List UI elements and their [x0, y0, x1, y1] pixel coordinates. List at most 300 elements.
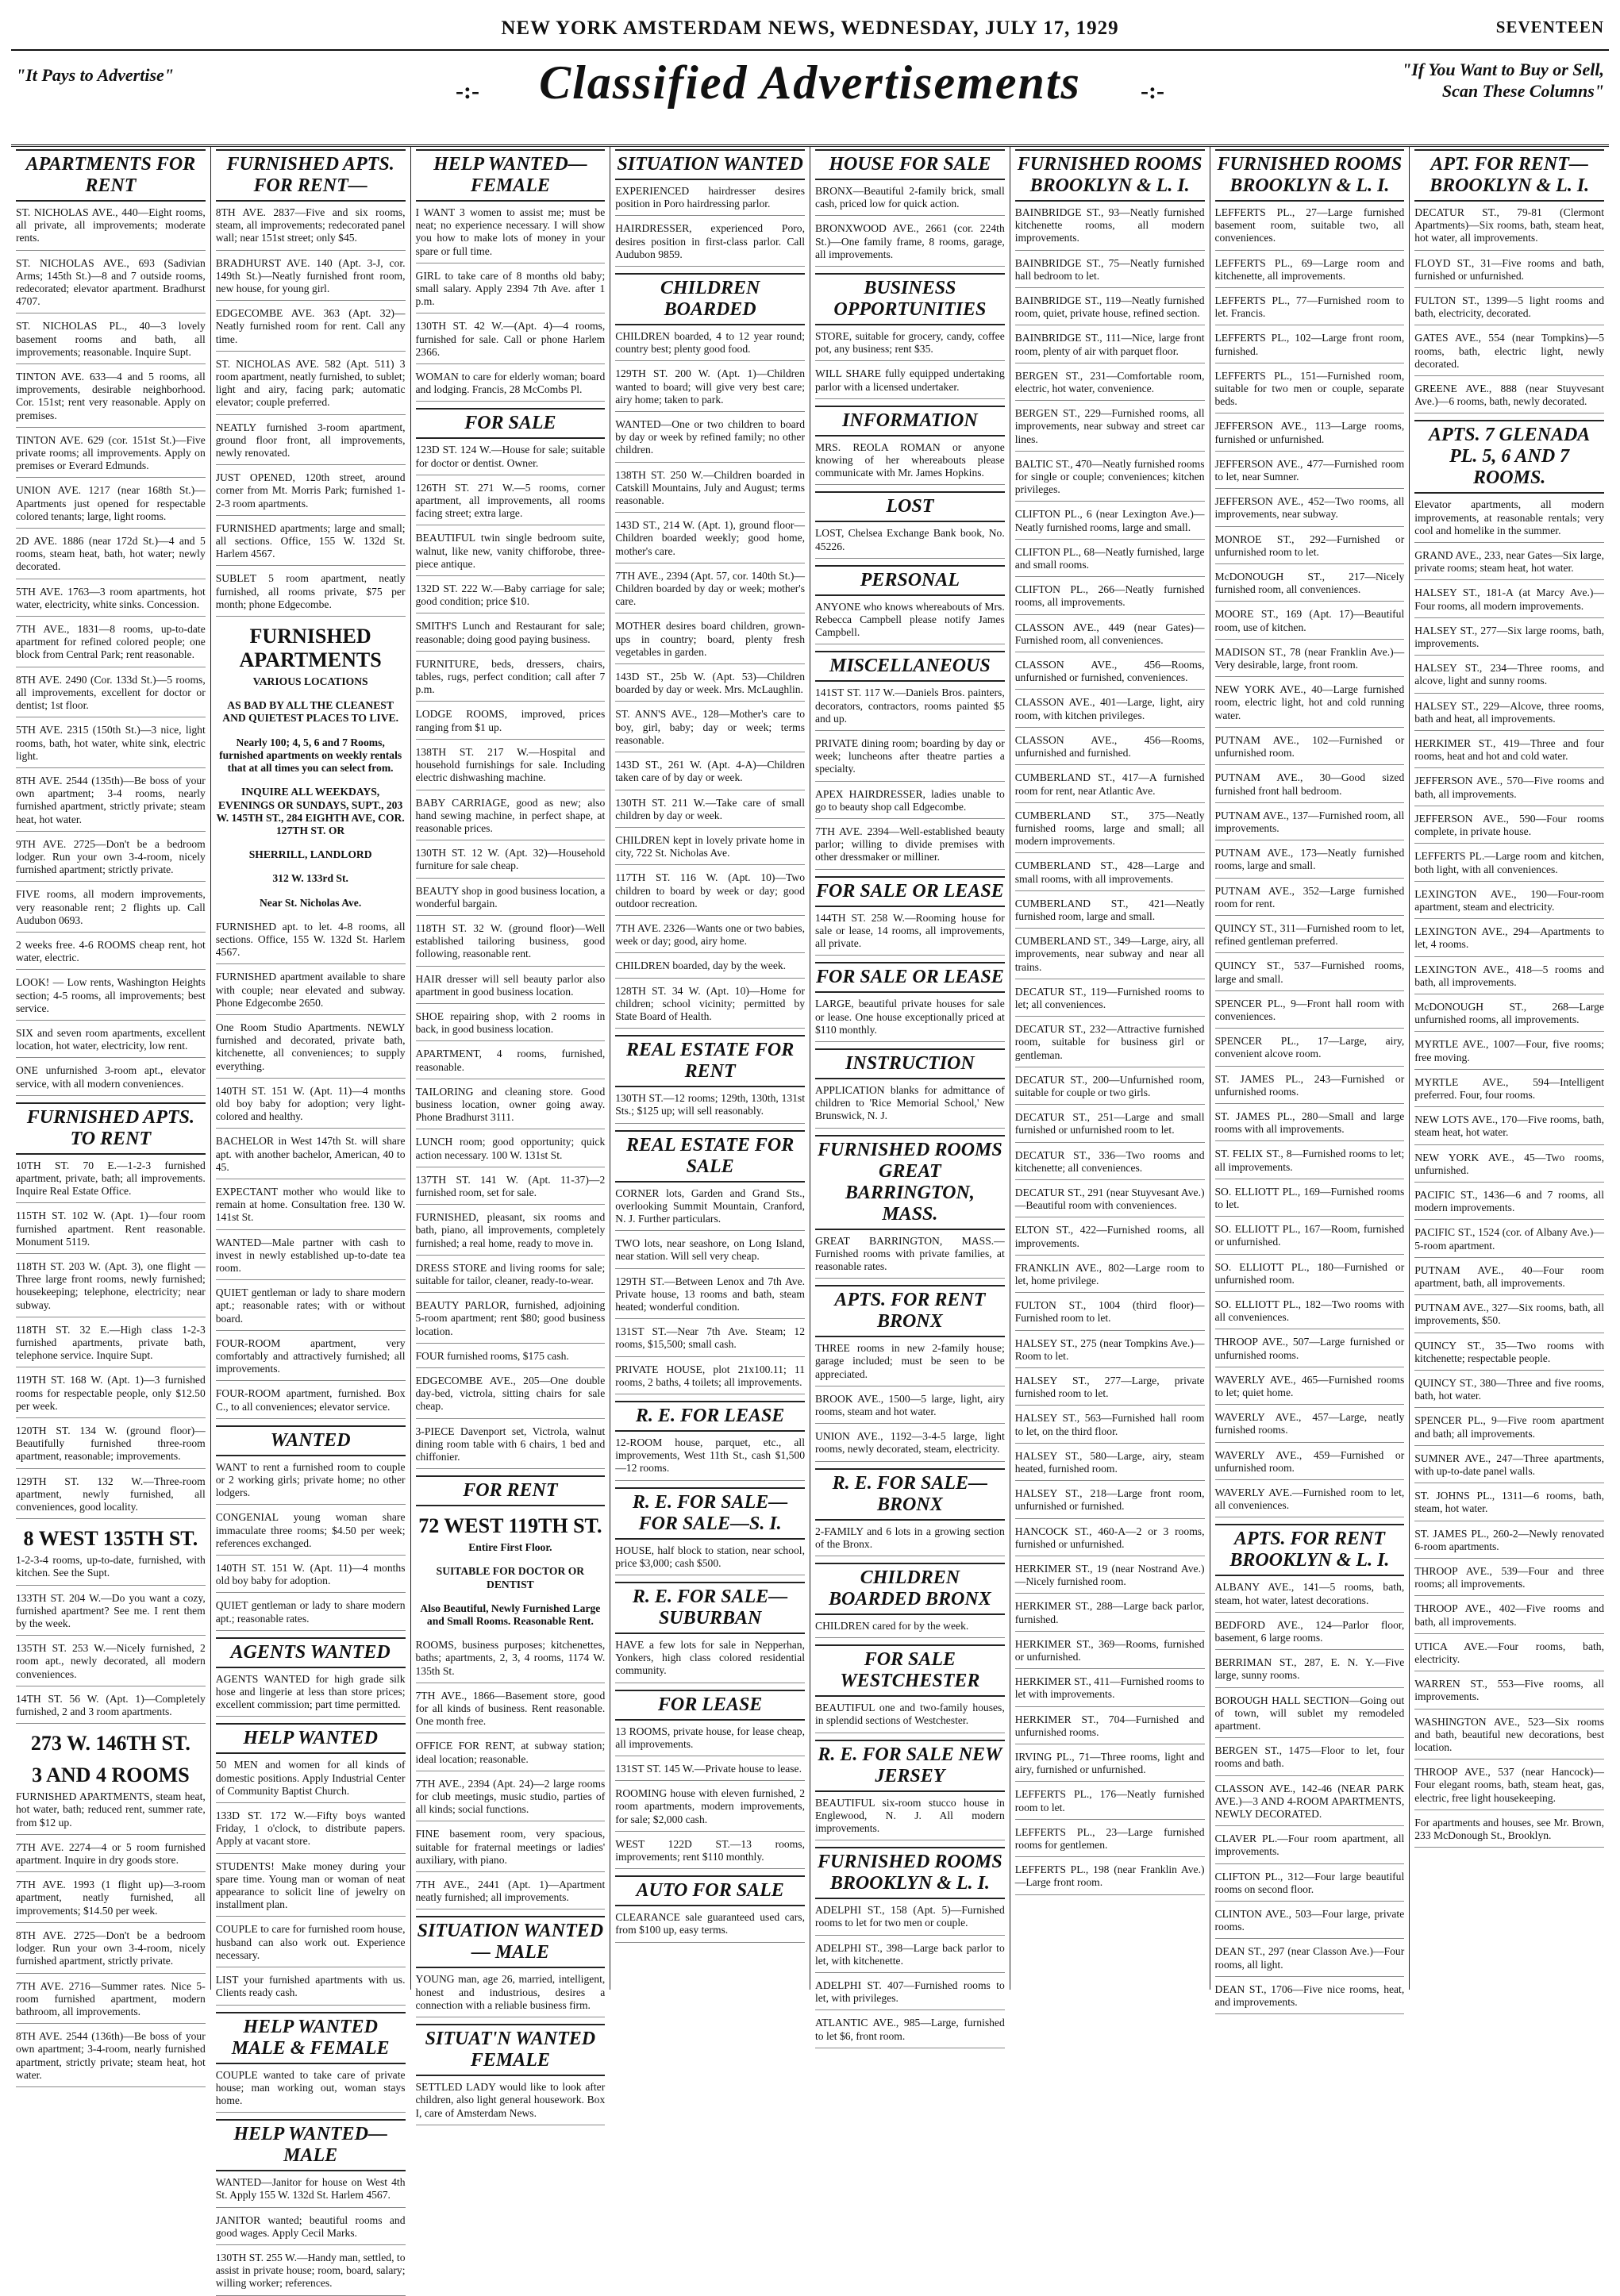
- classified-ad: PRIVATE HOUSE, plot 21x100.11; 11 rooms, 2 baths, 4 toilets; all improvements.: [615, 1363, 805, 1394]
- classified-ad: JEFFERSON AVE., 570—Five rooms and bath, all improvements.: [1414, 775, 1604, 806]
- classified-ad: WAVERLY AVE., 459—Furnished or unfurnished room.: [1215, 1449, 1405, 1480]
- classified-ad: SO. ELLIOTT PL., 169—Furnished rooms to let.: [1215, 1186, 1405, 1217]
- classified-ad: LOOK! — Low rents, Washington Heights section; 4-5 rooms, all improvements; best service.: [16, 976, 206, 1021]
- section-heading: R. E. FOR SALE NEW JERSEY: [815, 1740, 1005, 1792]
- classified-ad: BERGEN ST., 229—Furnished rooms, all improvements, near subway and street car lines.: [1015, 407, 1205, 452]
- classified-ad: YOUNG man, age 26, married, intelligent, honest and industrious, desires a connection with a reliable business firm.: [416, 1973, 606, 2017]
- classified-ad: DECATUR ST., 336—Two rooms and kitchenette; all conveniences.: [1015, 1149, 1205, 1180]
- classified-ad: CHILDREN boarded, 4 to 12 year round; country best; plenty good food.: [615, 330, 805, 361]
- classified-ad: CUMBERLAND ST., 417—A furnished room for rent, near Atlantic Ave.: [1015, 771, 1205, 802]
- classified-ad: DECATUR ST., 251—Large and small furnished or unfurnished room to let.: [1015, 1111, 1205, 1142]
- classified-ad: SHOE repairing shop, with 2 rooms in back, in good business location.: [416, 1010, 606, 1041]
- section-heading: FOR LEASE: [615, 1690, 805, 1721]
- featured-heading: 72 WEST 119TH ST.: [418, 1514, 602, 1538]
- featured-line: SHERRILL, LANDLORD: [248, 848, 372, 861]
- classified-ad: HERKIMER ST., 19 (near Nostrand Ave.)—Nicely furnished room.: [1015, 1563, 1205, 1594]
- classified-ad: SO. ELLIOTT PL., 167—Room, furnished or unfurnished.: [1215, 1223, 1405, 1254]
- classified-ad: CLIFTON PL., 6 (near Lexington Ave.)—Neatly furnished rooms, large and small.: [1015, 508, 1205, 539]
- classified-ad: HAVE a few lots for sale in Nepperhan, Yonkers, high class colored residential community.: [615, 1639, 805, 1683]
- classified-ad: WANTED—Male partner with cash to invest in newly established up-to-date tea room.: [216, 1236, 406, 1281]
- classified-ad: TINTON AVE. 629 (cor. 151st St.)—Five private rooms; all improvements. Apply on premises or Everard Edmunds.: [16, 434, 206, 479]
- classified-ad: THROOP AVE., 507—Large furnished or unfurnished rooms.: [1215, 1336, 1405, 1367]
- classified-banner: [11, 51, 1609, 147]
- classified-ad: 130TH ST. 255 W.—Handy man, settled, to assist in private house; room, board, salary; willing worker; references.: [216, 2252, 406, 2296]
- classified-ad: 118TH ST. 32 W. (ground floor)—Well established tailoring business, good following, reasonable rent.: [416, 922, 606, 967]
- classified-ad: SIX and seven room apartments, excellent location, hot water, electricity, low rent.: [16, 1027, 206, 1058]
- classified-ad: CHILDREN kept in lovely private home in city, 722 St. Nicholas Ave.: [615, 834, 805, 865]
- classified-ad: JEFFERSON AVE., 452—Two rooms, all improvements, near subway.: [1215, 495, 1405, 526]
- page-number: SEVENTEEN: [1495, 17, 1604, 37]
- classified-ad: FRANKLIN AVE., 802—Large room to let, home privilege.: [1015, 1262, 1205, 1293]
- classified-ad: BRONXWOOD AVE., 2661 (cor. 224th St.)—One family frame, 8 rooms, garage, all improvements.: [815, 222, 1005, 267]
- classified-ad: 129TH ST.—Between Lenox and 7th Ave. Private house, 13 rooms and bath, steam heated; wonderful condition.: [615, 1275, 805, 1320]
- classified-ad: JEFFERSON AVE., 590—Four rooms complete, in private house.: [1414, 813, 1604, 844]
- classified-ad: BERRIMAN ST., 287, E. N. Y.—Five large, sunny rooms.: [1215, 1656, 1405, 1687]
- column-6: [1010, 146, 1210, 1990]
- classified-ad: 128TH ST. 34 W. (Apt. 10)—Home for children; school vicinity; permitted by State Board of Health.: [615, 985, 805, 1029]
- classified-ad: LUNCH room; good opportunity; quick action necessary. 100 W. 131st St.: [416, 1136, 606, 1167]
- classified-ad: I WANT 3 women to assist me; must be neat; no experience necessary. I will show you how to make lots of money in your spare or full time.: [416, 206, 606, 263]
- classified-ad: FURNISHED APARTMENTS, steam heat, hot water, bath; reduced rent, summer rate, from $12 up.: [16, 1790, 206, 1835]
- classified-ad: DECATUR ST., 200—Unfurnished room, suitable for couple or two girls.: [1015, 1074, 1205, 1105]
- classified-ad: 119TH ST. 168 W. (Apt. 1)—3 furnished rooms for respectable people, only $12.50 per week.: [16, 1374, 206, 1418]
- classified-ad: PUTNAM AVE., 30—Good sized furnished front hall bedroom.: [1215, 771, 1405, 802]
- classified-ad: 131ST ST. 145 W.—Private house to lease.: [615, 1763, 805, 1781]
- column-8: [1410, 146, 1609, 1990]
- classified-ad: CUMBERLAND ST., 428—Large and small rooms, with all improvements.: [1015, 860, 1205, 890]
- classified-ad: STORE, suitable for grocery, candy, coffee pot, any business; rent $35.: [815, 330, 1005, 361]
- classified-ad: JEFFERSON AVE., 477—Furnished room to let, near Sumner.: [1215, 458, 1405, 489]
- classified-ad: HALSEY ST., 277—Six large rooms, bath, improvements.: [1414, 625, 1604, 656]
- classified-ad: STUDENTS! Make money during your spare time. Young man or woman of neat appearance to solicit line of jewelry on installment plan.: [216, 1860, 406, 1917]
- classified-ad: HALSEY ST., 234—Three rooms, and alcove, light and sunny rooms.: [1414, 662, 1604, 693]
- classified-ad: 135TH ST. 253 W.—Nicely furnished, 2 room apt., newly decorated, all modern conveniences.: [16, 1642, 206, 1686]
- classified-ad: 118TH ST. 203 W. (Apt. 3), one flight —Three large front rooms, newly furnished; housekeeping; telephone, electricity; near subway.: [16, 1260, 206, 1317]
- classified-ad: BAINBRIDGE ST., 111—Nice, large front room, plenty of air with parquet floor.: [1015, 332, 1205, 363]
- classified-ad: DECATUR ST., 291 (near Stuyvesant Ave.)—Beautiful room with conveniences.: [1015, 1186, 1205, 1217]
- classified-ad: ADELPHI ST. 407—Furnished rooms to let, with privileges.: [815, 1979, 1005, 2010]
- classified-ad: BEAUTIFUL six-room stucco house in Englewood, N. J. All modern improvements.: [815, 1797, 1005, 1841]
- classified-ad: CLASSON AVE., 401—Large, light, airy room, with kitchen privileges.: [1015, 696, 1205, 727]
- classified-ad: 2D AVE. 1886 (near 172d St.)—4 and 5 rooms, steam heat, bath, hot water; newly decorated.: [16, 535, 206, 579]
- featured-line: Near St. Nicholas Ave.: [259, 896, 362, 909]
- classified-ad: HERKIMER ST., 411—Furnished rooms to let with improvements.: [1015, 1675, 1205, 1706]
- classified-ad: HANCOCK ST., 460-A—2 or 3 rooms, furnished or unfurnished.: [1015, 1525, 1205, 1556]
- classified-ad: ST. JAMES PL., 260-2—Newly renovated 6-room apartments.: [1414, 1528, 1604, 1559]
- classified-ad: LOST, Chelsea Exchange Bank book, No. 45226.: [815, 527, 1005, 558]
- classified-ad: 130TH ST. 42 W.—(Apt. 4)—4 rooms, furnished for sale. Call or phone Harlem 2366.: [416, 320, 606, 364]
- section-heading: R. E. FOR SALE— BRONX: [815, 1468, 1005, 1521]
- classified-ad: WEST 122D ST.—13 rooms, improvements; rent $110 monthly.: [615, 1838, 805, 1869]
- section-heading: AUTO FOR SALE: [615, 1875, 805, 1906]
- classified-ad: HERKIMER ST., 288—Large back parlor, furnished.: [1015, 1600, 1205, 1631]
- classified-ad: COUPLE to care for furnished room house, husband can also work out. Experience necessary.: [216, 1923, 406, 1967]
- classified-ad: McDONOUGH ST., 217—Nicely furnished room, all conveniences.: [1215, 571, 1405, 602]
- classified-ad: 8TH AVE. 2544 (135th)—Be boss of your own apartment; 3-4 rooms, nearly furnished apartment, strictly private; steam heat, hot water.: [16, 775, 206, 832]
- classified-ad: FINE basement room, very spacious, suitable for fraternal meetings or ladies' auxiliary, with piano.: [416, 1828, 606, 1872]
- section-heading: APTS. 7 GLENADA PL. 5, 6 AND 7 ROOMS.: [1414, 420, 1604, 494]
- featured-heading: 8 WEST 135TH ST.: [23, 1527, 198, 1551]
- classified-ad: McDONOUGH ST., 268—Large unfurnished rooms, all improvements.: [1414, 1001, 1604, 1032]
- classified-ad: NEW YORK AVE., 40—Large furnished room, electric light, hot and cold running water.: [1215, 683, 1405, 728]
- classified-ad: JUST OPENED, 120th street, around corner from Mt. Morris Park; furnished 1-2-3 room apartments.: [216, 471, 406, 516]
- section-heading: CHILDREN BOARDED: [615, 273, 805, 325]
- classified-ad: For apartments and houses, see Mr. Brown, 233 McDonough St., Brooklyn.: [1414, 1817, 1604, 1848]
- classified-ad: ROOMING house with eleven furnished, 2 room apartments, modern improvements, for sale; $2,000 cash.: [615, 1787, 805, 1832]
- featured-subheading: 3 AND 4 ROOMS: [32, 1763, 190, 1787]
- section-heading: FURNISHED APTS. TO RENT: [16, 1102, 206, 1155]
- featured-line: VARIOUS LOCATIONS: [252, 675, 368, 688]
- section-heading: HOUSE FOR SALE: [815, 149, 1005, 180]
- classified-ad: CLIFTON PL., 68—Neatly furnished, large and small rooms.: [1015, 546, 1205, 577]
- classified-ad: 7TH AVE., 2394 (Apt. 57, cor. 140th St.)—Children boarded by day or week; mother's care.: [615, 570, 805, 614]
- classified-ad: AGENTS WANTED for high grade silk hose and lingerie at less than store prices; excellent commission; part time permitted.: [216, 1673, 406, 1717]
- classified-ad: 130TH ST. 211 W.—Take care of small children by day or week.: [615, 797, 805, 828]
- section-heading: APT. FOR RENT— BROOKLYN & L. I.: [1414, 149, 1604, 202]
- classified-ad: WAVERLY AVE., 457—Large, neatly furnished rooms.: [1215, 1411, 1405, 1442]
- classified-ad: HERKIMER ST., 419—Three and four rooms, heat and hot and cold water.: [1414, 737, 1604, 768]
- classified-ad: 120TH ST. 134 W. (ground floor)—Beautifully furnished three-room apartment, reasonable; improvements.: [16, 1425, 206, 1469]
- classified-ad: ADELPHI ST., 398—Large back parlor to let, with kitchenette.: [815, 1942, 1005, 1973]
- section-heading: FURNISHED APTS. FOR RENT—: [216, 149, 406, 202]
- classified-ad: SO. ELLIOTT PL., 182—Two rooms with all conveniences.: [1215, 1298, 1405, 1329]
- section-heading: FOR SALE: [416, 408, 606, 439]
- classified-ad: BAINBRIDGE ST., 93—Neatly furnished kitchenette rooms, all modern improvements.: [1015, 206, 1205, 251]
- classified-ad: BABY CARRIAGE, good as new; also hand sewing machine, in perfect shape, at reasonable prices.: [416, 797, 606, 841]
- classified-ad: PUTNAM AVE., 352—Large furnished room for rent.: [1215, 885, 1405, 916]
- classified-ad: ALBANY AVE., 141—5 rooms, bath, steam, hot water, latest decorations.: [1215, 1581, 1405, 1612]
- classified-ad: DEAN ST., 1706—Five nice rooms, heat, and improvements.: [1215, 1983, 1405, 2014]
- classified-ad: CHILDREN cared for by the week.: [815, 1620, 1005, 1638]
- classified-ad: LEFFERTS PL., 176—Neatly furnished room to let.: [1015, 1788, 1205, 1819]
- classified-ad: MYRTLE AVE., 1007—Four, five rooms; free moving.: [1414, 1038, 1604, 1069]
- classified-ad: GREENE AVE., 888 (near Stuyvesant Ave.)—6 rooms, bath, newly decorated.: [1414, 383, 1604, 413]
- classified-ad: CUMBERLAND ST., 421—Neatly furnished room, large and small.: [1015, 898, 1205, 929]
- classified-ad: WOMAN to care for elderly woman; board and lodging. Francis, 28 McCombs Pl.: [416, 371, 606, 402]
- featured-heading: FURNISHED APARTMENTS: [239, 625, 382, 672]
- classified-ad: ATLANTIC AVE., 985—Large, furnished to let $6, front room.: [815, 2017, 1005, 2048]
- classified-ad: ST. ANN'S AVE., 128—Mother's care to boy, girl, baby; day or week; terms reasonable.: [615, 708, 805, 752]
- section-heading: MISCELLANEOUS: [815, 651, 1005, 682]
- classified-ad: 144TH ST. 258 W.—Rooming house for sale or lease, 14 rooms, all improvements, all private.: [815, 912, 1005, 956]
- classified-ad: UNION AVE. 1217 (near 168th St.)—Apartments just opened for respectable colored tenants; large, light rooms.: [16, 484, 206, 529]
- classified-ad: 8TH AVE. 2490 (Cor. 133d St.)—5 rooms, all improvements, excellent for doctor or dentist; 1st floor.: [16, 674, 206, 718]
- classified-ad: PUTNAM AVE., 40—Four room apartment, bath, all improvements.: [1414, 1264, 1604, 1295]
- section-heading: FURNISHED ROOMS BROOKLYN & L. I.: [1015, 149, 1205, 202]
- classified-ad: 7TH AVE. 2274—4 or 5 room furnished apartment. Inquire in dry goods store.: [16, 1841, 206, 1872]
- classified-ad: APARTMENT, 4 rooms, furnished, reasonable.: [416, 1048, 606, 1079]
- classified-ad: BAINBRIDGE ST., 119—Neatly furnished room, quiet, private house, refined section.: [1015, 294, 1205, 325]
- classified-ad: 129TH ST. 132 W.—Three-room apartment, newly furnished, all conveniences, good locality.: [16, 1475, 206, 1520]
- section-heading: FURNISHED ROOMS BROOKLYN & L. I.: [815, 1847, 1005, 1899]
- section-heading: REAL ESTATE FOR RENT: [615, 1035, 805, 1087]
- classified-ad: HALSEY ST., 277—Large, private furnished room to let.: [1015, 1375, 1205, 1406]
- classified-ad: PUTNAM AVE., 102—Furnished or unfurnished room.: [1215, 734, 1405, 765]
- classified-ad: 133TH ST. 204 W.—Do you want a cozy, furnished apartment? See me. I rent them by the week.: [16, 1592, 206, 1636]
- classified-ad: HALSEY ST., 580—Large, airy, steam heated, furnished room.: [1015, 1450, 1205, 1481]
- classified-ad: COUPLE wanted to take care of private house; man working out, woman stays home.: [216, 2069, 406, 2113]
- classified-ad: CLIFTON PL., 312—Four large beautiful rooms on second floor.: [1215, 1871, 1405, 1902]
- classified-ad: LIST your furnished apartments with us. Clients ready cash.: [216, 1974, 406, 2005]
- classified-ad: PACIFIC ST., 1524 (cor. of Albany Ave.)—5-room apartment.: [1414, 1226, 1604, 1257]
- classified-ad: HALSEY ST., 563—Furnished hall room to let, on the third floor.: [1015, 1412, 1205, 1443]
- classified-ad: 130TH ST. 12 W. (Apt. 32)—Household furniture for sale cheap.: [416, 847, 606, 878]
- classified-ad: ST. NICHOLAS AVE., 440—Eight rooms, all private, all improvements; moderate rents.: [16, 206, 206, 251]
- classified-ad: JANITOR wanted; beautiful rooms and good wages. Apply Cecil Marks.: [216, 2214, 406, 2245]
- classified-ad: CLEARANCE sale guaranteed used cars, from $100 up, easy terms.: [615, 1911, 805, 1942]
- classified-ad: SO. ELLIOTT PL., 180—Furnished or unfurnished room.: [1215, 1261, 1405, 1292]
- classified-ad: BEAUTIFUL twin single bedroom suite, walnut, like new, vanity chifforobe, three-piece antique.: [416, 532, 606, 576]
- classified-ad: THROOP AVE., 537 (near Hancock)—Four elegant rooms, bath, steam heat, gas, electric, free light housekeeping.: [1414, 1766, 1604, 1810]
- featured-line: 312 W. 133rd St.: [272, 872, 348, 885]
- classified-ad: 130TH ST.—12 rooms; 129th, 130th, 131st Sts.; $125 up; will sell reasonably.: [615, 1092, 805, 1123]
- masthead: [11, 8, 1609, 51]
- featured-line: Also Beautiful, Newly Furnished Large and Small Rooms. Reasonable Rent.: [420, 1602, 601, 1628]
- classified-ad: 7TH AVE., 2394 (Apt. 24)—2 large rooms for club meetings, music studio, parties of all kinds; social functions.: [416, 1778, 606, 1822]
- classified-ad: 7TH AVE., 1831—8 rooms, up-to-date apartment for refined colored people; one block from Central Park; rent reasonable.: [16, 623, 206, 667]
- section-heading: INFORMATION: [815, 406, 1005, 437]
- right-slogan-line-2: Scan These Columns": [1441, 81, 1604, 101]
- section-heading: REAL ESTATE FOR SALE: [615, 1130, 805, 1183]
- right-ornament: -:-: [1141, 78, 1164, 104]
- classified-ad: JEFFERSON AVE., 113—Large rooms, furnished or unfurnished.: [1215, 420, 1405, 451]
- classified-ad: 143D ST., 214 W. (Apt. 1), ground floor—Children boarded weekly; good home, mother's care.: [615, 519, 805, 563]
- classified-ad: 131ST ST.—Near 7th Ave. Steam; 12 rooms, $15,500; small cash.: [615, 1325, 805, 1356]
- classified-ad: UNION AVE., 1192—3-4-5 large, light rooms, newly decorated, steam, electricity.: [815, 1430, 1005, 1461]
- column-4: [610, 146, 810, 1990]
- classified-ad: WAVERLY AVE.—Furnished room to let, all conveniences.: [1215, 1486, 1405, 1517]
- classified-ad: QUINCY ST., 380—Three and five rooms, bath, hot water.: [1414, 1377, 1604, 1408]
- section-heading: SITUATION WANTED: [615, 149, 805, 180]
- classified-ad: 2 weeks free. 4-6 ROOMS cheap rent, hot water, electric.: [16, 939, 206, 970]
- classified-ad: 7TH AVE., 1866—Basement store, good for all kinds of business. Rent reasonable. One month free.: [416, 1690, 606, 1734]
- classified-ad: 133D ST. 172 W.—Fifty boys wanted Friday, 1 o'clock, to distribute papers. Apply at vacant store.: [216, 1809, 406, 1854]
- column-3: [411, 146, 611, 2119]
- classified-ad: SUBLET 5 room apartment, neatly furnished, all rooms private, $75 per month; phone Edgecombe.: [216, 572, 406, 617]
- classified-ad: NEW YORK AVE., 45—Two rooms, unfurnished.: [1414, 1152, 1604, 1183]
- classified-ad: 5TH AVE. 1763—3 room apartments, hot water, electricity, white sinks. Concession.: [16, 586, 206, 617]
- classified-ad: DECATUR ST., 119—Furnished rooms to let; all conveniences.: [1015, 986, 1205, 1017]
- classified-ad: THROOP AVE., 402—Five rooms and bath, all improvements.: [1414, 1602, 1604, 1633]
- section-heading: FOR SALE OR LEASE: [815, 876, 1005, 907]
- classified-ad: EDGECOMBE AVE. 363 (Apt. 32)—Neatly furnished room for rent. Call any time.: [216, 307, 406, 352]
- classified-ad: FURNISHED apartment available to share with couple; near elevated and subway. Phone Edgecombe 2650.: [216, 971, 406, 1015]
- classified-ad: MRS. REOLA ROMAN or anyone knowing of her whereabouts please communicate with Mr. James Hopkins.: [815, 441, 1005, 486]
- classified-ad: APEX HAIRDRESSER, ladies unable to go to beauty shop call Edgecombe.: [815, 788, 1005, 819]
- classified-ad: BEAUTY PARLOR, furnished, adjoining 5-room apartment; rent $80; good business location.: [416, 1299, 606, 1344]
- section-heading: R. E. FOR SALE— SUBURBAN: [615, 1582, 805, 1634]
- classified-ad: ST. JAMES PL., 280—Small and large rooms with all improvements.: [1215, 1110, 1405, 1141]
- classified-ad: TWO lots, near seashore, on Long Island, near station. Will sell very cheap.: [615, 1237, 805, 1268]
- classified-ad: 8TH AVE. 2837—Five and six rooms, steam, all improvements; redecorated panel wall; near 151st street; only $45.: [216, 206, 406, 251]
- classified-ad: 8TH AVE. 2544 (136th)—Be boss of your own apartment; 3-4-room, nearly furnished apartment, strictly private; steam heat, hot water.: [16, 2030, 206, 2087]
- classified-ad: 7TH AVE., 2441 (Apt. 1)—Apartment neatly furnished; all improvements.: [416, 1879, 606, 1909]
- classified-ad: BOROUGH HALL SECTION—Going out of town, will sublet my remodeled apartment.: [1215, 1694, 1405, 1739]
- column-1: [11, 146, 211, 2081]
- classified-ad: 1-2-3-4 rooms, up-to-date, furnished, with kitchen. See the Supt.: [16, 1554, 206, 1585]
- classified-ad: LEFFERTS PL., 198 (near Franklin Ave.)—Large front room.: [1015, 1863, 1205, 1894]
- section-heading: SITUATION WANTED — MALE: [416, 1916, 606, 1968]
- classified-ad: QUIET gentleman or lady to share modern apt.; reasonable rates; with or without board.: [216, 1286, 406, 1331]
- classified-ad: FOUR-ROOM apartment, very comfortably and attractively furnished; all improvements.: [216, 1337, 406, 1382]
- classified-ad: PACIFIC ST., 1436—6 and 7 rooms, all modern improvements.: [1414, 1189, 1604, 1220]
- classified-ad: PRIVATE dining room; boarding by day or week; luncheons after theatre parties a specialty.: [815, 737, 1005, 782]
- classified-ad: EXPECTANT mother who would like to remain at home. Consultation free. 130 W. 141st St.: [216, 1186, 406, 1230]
- classified-ad: 7TH AVE. 1993 (1 flight up)—3-room apartment, neatly furnished, all improvements; $14.50 per week.: [16, 1879, 206, 1923]
- classified-ad: DEAN ST., 297 (near Classon Ave.)—Four rooms, all light.: [1215, 1945, 1405, 1976]
- classified-ad: ROOMS, business purposes; kitchenettes, baths; apartments, 2, 3, 4 rooms, 1174 W. 135th St.: [416, 1639, 606, 1683]
- classified-ad: FOUR-ROOM apartment, furnished. Box C., to all conveniences; elevator service.: [216, 1387, 406, 1418]
- classified-ad: 7TH AVE. 2394—Well-established beauty parlor; willing to divide premises with other dressmaker or milliner.: [815, 825, 1005, 870]
- classified-ad: ST. NICHOLAS AVE., 693 (Sadivian Arms; 145th St.)—8 and 7 outside rooms, redecorated; elevator apartment. Bradhurst 4707.: [16, 257, 206, 314]
- featured-line: SUITABLE FOR DOCTOR OR DENTIST: [436, 1565, 585, 1590]
- right-slogan-line-1: "If You Want to Buy or Sell,: [1402, 60, 1604, 79]
- classified-ad: LARGE, beautiful private houses for sale or lease. One house exceptionally priced at $110 monthly.: [815, 998, 1005, 1042]
- section-heading: APTS. FOR RENT BRONX: [815, 1285, 1005, 1337]
- section-title: Classified Advertisements: [539, 56, 1081, 109]
- classified-ad: FULTON ST., 1004 (third floor)—Furnished room to let.: [1015, 1299, 1205, 1330]
- classified-ad: LEFFERTS PL., 23—Large furnished rooms for gentlemen.: [1015, 1826, 1205, 1857]
- classified-ad: CLIFTON PL., 266—Neatly furnished rooms, all improvements.: [1015, 583, 1205, 614]
- paper-dateline: NEW YORK AMSTERDAM NEWS, WEDNESDAY, JULY 17, 1929: [501, 17, 1119, 39]
- classified-ad: LEFFERTS PL., 151—Furnished room, suitable for two men or couple, separate beds.: [1215, 370, 1405, 414]
- classified-ad: 9TH AVE. 2725—Don't be a bedroom lodger. Run your own 3-4-room, nicely furnished apartment; strictly private.: [16, 838, 206, 883]
- classified-ad: ONE unfurnished 3-room apt., elevator service, with all modern conveniences.: [16, 1064, 206, 1095]
- section-heading: PERSONAL: [815, 565, 1005, 596]
- classified-ad: BEDFORD AVE., 124—Parlor floor, basement, 6 large rooms.: [1215, 1619, 1405, 1650]
- featured-line: Entire First Floor.: [468, 1541, 552, 1554]
- classified-ad: 115TH ST. 102 W. (Apt. 1)—four room furnished apartment. Rent reasonable. Monument 5119.: [16, 1210, 206, 1254]
- left-ornament: -:-: [456, 78, 479, 104]
- classified-ad: LODGE ROOMS, improved, prices ranging from $1 up.: [416, 708, 606, 739]
- classified-ad: GIRL to take care of 8 months old baby; small salary. Apply 2394 7th Ave. after 1 p.m.: [416, 270, 606, 314]
- classified-ad: EXPERIENCED hairdresser desires position in Poro hairdressing parlor.: [615, 185, 805, 216]
- classified-ad: 117TH ST. 116 W. (Apt. 10)—Two children to board by week or day; good outdoor recreation.: [615, 871, 805, 916]
- classified-ad: SMITH'S Lunch and Restaurant for sale; reasonable; doing good paying business.: [416, 620, 606, 651]
- classified-ad: MONROE ST., 292—Furnished or unfurnished room to let.: [1215, 533, 1405, 564]
- classified-ad: ADELPHI ST., 158 (Apt. 5)—Furnished rooms to let for two men or couple.: [815, 1904, 1005, 1935]
- section-heading: R. E. FOR SALE— FOR SALE—S. I.: [615, 1487, 805, 1540]
- classified-ad: CLAVER PL.—Four room apartment, all improvements.: [1215, 1833, 1405, 1863]
- classified-ad: CHILDREN boarded, day by the week.: [615, 960, 805, 978]
- classified-ad: WARREN ST., 553—Five rooms, all improvements.: [1414, 1678, 1604, 1709]
- classified-ad: CUMBERLAND ST., 375—Neatly furnished rooms, large and small; all modern improvements.: [1015, 810, 1205, 854]
- classified-ad: GRAND AVE., 233, near Gates—Six large, private rooms; steam heat, hot water.: [1414, 549, 1604, 580]
- classified-ad: QUINCY ST., 537—Furnished rooms, large and small.: [1215, 960, 1405, 990]
- classified-ad: LEFFERTS PL.—Large room and kitchen, both light, with all conveniences.: [1414, 850, 1604, 881]
- classified-ad: SPENCER PL., 9—Front hall room with conveniences.: [1215, 998, 1405, 1029]
- classified-ad: GREAT BARRINGTON, MASS.—Furnished rooms with private families, at reasonable rates.: [815, 1235, 1005, 1279]
- classified-ad: 140TH ST. 151 W. (Apt. 11)—4 months old boy baby for adoption.: [216, 1562, 406, 1593]
- classified-ad: DRESS STORE and living rooms for sale; suitable for tailor, cleaner, ready-to-wear.: [416, 1262, 606, 1293]
- classified-ad: BEAUTIFUL one and two-family houses, in splendid sections of Westchester.: [815, 1702, 1005, 1733]
- classified-ad: Elevator apartments, all modern improvements, at reasonable rentals; very cool and homelike in the summer.: [1414, 498, 1604, 543]
- classified-ad: GATES AVE., 554 (near Tompkins)—5 rooms, bath, electric light, newly decorated.: [1414, 332, 1604, 376]
- section-heading: SITUAT'N WANTED FEMALE: [416, 2024, 606, 2076]
- classified-ad: SPENCER PL., 17—Large, airy, convenient alcove room.: [1215, 1035, 1405, 1066]
- classified-ad: HAIR dresser will sell beauty parlor also apartment in good business location.: [416, 973, 606, 1004]
- classified-ad: MADISON ST., 78 (near Franklin Ave.)—Very desirable, large, front room.: [1215, 646, 1405, 677]
- section-heading: INSTRUCTION: [815, 1048, 1005, 1079]
- classified-ad: 13 ROOMS, private house, for lease cheap, all improvements.: [615, 1725, 805, 1756]
- section-heading: WANTED: [216, 1425, 406, 1456]
- section-heading: FOR SALE OR LEASE: [815, 962, 1005, 993]
- section-heading: FURNISHED ROOMS BROOKLYN & L. I.: [1215, 149, 1405, 202]
- classified-ad: HALSEY ST., 181-A (at Marcy Ave.)—Four rooms, all modern improvements.: [1414, 586, 1604, 617]
- classified-ad: BACHELOR in West 147th St. will share apt. with another bachelor, American, 40 to 45.: [216, 1135, 406, 1179]
- section-heading: FOR SALE WESTCHESTER: [815, 1644, 1005, 1697]
- section-heading: HELP WANTED— FEMALE: [416, 149, 606, 202]
- classified-ad: BRONX—Beautiful 2-family brick, small cash, priced low for quick action.: [815, 185, 1005, 216]
- classified-ad: QUINCY ST., 311—Furnished room to let, refined gentleman preferred.: [1215, 922, 1405, 953]
- section-heading: APTS. FOR RENT BROOKLYN & L. I.: [1215, 1524, 1405, 1576]
- classified-ad: BAINBRIDGE ST., 75—Neatly furnished hall bedroom to let.: [1015, 257, 1205, 288]
- section-heading: APARTMENTS FOR RENT: [16, 149, 206, 202]
- featured-line: Nearly 100; 4, 5, 6 and 7 Rooms, furnished apartments on weekly rentals that at all times you can select from.: [219, 736, 402, 775]
- classified-ad: WANT to rent a furnished room to couple or 2 working girls; private home; no other lodgers.: [216, 1461, 406, 1506]
- section-heading: FURNISHED ROOMS GREAT BARRINGTON, MASS.: [815, 1135, 1005, 1230]
- classified-ad: 123D ST. 124 W.—House for sale; suitable for doctor or dentist. Owner.: [416, 444, 606, 475]
- classified-ad: THREE rooms in new 2-family house; garage included; must be seen to be appreciated.: [815, 1342, 1005, 1386]
- classified-ad: PUTNAM AVE., 137—Furnished room, all improvements.: [1215, 810, 1405, 840]
- classified-ad: 143D ST., 25b W. (Apt. 53)—Children boarded by day or week. Mrs. McLaughlin.: [615, 671, 805, 702]
- classified-ad: HALSEY ST., 229—Alcove, three rooms, bath and heat, all improvements.: [1414, 700, 1604, 731]
- classified-ad: SPENCER PL., 9—Five room apartment and bath; all improvements.: [1414, 1414, 1604, 1445]
- classified-ad: BERGEN ST., 231—Comfortable room, electric, hot water, convenience.: [1015, 370, 1205, 401]
- classified-ad: FURNITURE, beds, dressers, chairs, tables, rugs, perfect condition; call after 7 p.m.: [416, 658, 606, 702]
- classified-ad: 50 MEN and women for all kinds of domestic positions. Apply Industrial Center of Community Baptist Church.: [216, 1759, 406, 1803]
- classified-ad: FIVE rooms, all modern improvements, very reasonable rent; 2 flights up. Call Audubon 0693.: [16, 888, 206, 933]
- classified-ad: LEXINGTON AVE., 418—5 rooms and bath, all improvements.: [1414, 963, 1604, 994]
- section-heading: CHILDREN BOARDED BRONX: [815, 1563, 1005, 1615]
- classified-ad: WANTED—Janitor for house on West 4th St. Apply 155 W. 132d St. Harlem 4567.: [216, 2176, 406, 2207]
- classified-ad: ANYONE who knows whereabouts of Mrs. Rebecca Campbell please notify James Campbell.: [815, 601, 1005, 645]
- classified-ad: SUMNER AVE., 247—Three apartments, with up-to-date panel walls.: [1414, 1452, 1604, 1483]
- classified-ad: 3-PIECE Davenport set, Victrola, walnut dining room table with 6 chairs, 1 bed and chiffonier.: [416, 1425, 606, 1470]
- classified-ad: BROOK AVE., 1500—5 large, light, airy rooms, steam and hot water.: [815, 1393, 1005, 1424]
- classified-ad: 141ST ST. 117 W.—Daniels Bros. painters, decorators, contractors, rooms painted $5 and up.: [815, 686, 1005, 731]
- section-heading: AGENTS WANTED: [216, 1637, 406, 1668]
- classified-ad: DECATUR ST., 79-81 (Clermont Apartments)—Six rooms, bath, steam heat, hot water, all improvements.: [1414, 206, 1604, 251]
- classified-ad: 8TH AVE. 2725—Don't be a bedroom lodger. Run your own 3-4-room, nicely furnished apartment, strictly private.: [16, 1929, 206, 1974]
- section-heading: R. E. FOR LEASE: [615, 1401, 805, 1432]
- classified-ad: 138TH ST. 217 W.—Hospital and household furnishings for sale. Including electric dishwashing machine.: [416, 746, 606, 790]
- classified-ad: DECATUR ST., 232—Attractive furnished room, suitable for business girl or gentleman.: [1015, 1023, 1205, 1067]
- classified-ad: One Room Studio Apartments. NEWLY furnished and decorated, private bath, kitchenette, all conveniences; to supply everything.: [216, 1021, 406, 1079]
- classified-ad: THROOP AVE., 539—Four and three rooms; all improvements.: [1414, 1565, 1604, 1596]
- classified-ad: MOORE ST., 169 (Apt. 17)—Beautiful room, use of kitchen.: [1215, 608, 1405, 639]
- classified-ad: FURNISHED apt. to let. 4-8 rooms, all sections. Office, 155 W. 132d St. Harlem 4567.: [216, 921, 406, 965]
- classified-ad: LEXINGTON AVE., 294—Apartments to let, 4 rooms.: [1414, 925, 1604, 956]
- classified-ad: PUTNAM AVE., 327—Six rooms, bath, all improvements, $50.: [1414, 1302, 1604, 1333]
- classified-ad: 129TH ST. 200 W. (Apt. 1)—Children wanted to board; will give very best care; airy home; taken to park.: [615, 367, 805, 412]
- classified-ad: 7TH AVE. 2716—Summer rates. Nice 5-room furnished apartment, modern bathroom, all improvements.: [16, 1980, 206, 2025]
- ad-columns: [11, 146, 1609, 2290]
- classified-ad: CUMBERLAND ST., 349—Large, airy, all improvements, near subway and near all trains.: [1015, 935, 1205, 979]
- classified-ad: HALSEY ST., 275 (near Tompkins Ave.)—Room to let.: [1015, 1337, 1205, 1368]
- classified-ad: SETTLED LADY would like to look after children, also light general housework. Box I, care of Amsterdam News.: [416, 2081, 606, 2125]
- classified-ad: ST. JOHNS PL., 1311—6 rooms, bath, steam, hot water.: [1414, 1490, 1604, 1521]
- classified-ad: BEAUTY shop in good business location, a wonderful bargain.: [416, 885, 606, 916]
- featured-heading: 273 W. 146TH ST.: [30, 1732, 190, 1756]
- classified-ad: 137TH ST. 141 W. (Apt. 11-37)—2 furnished room, set for sale.: [416, 1174, 606, 1205]
- classified-ad: LEXINGTON AVE., 190—Four-room apartment, steam and electricity.: [1414, 888, 1604, 919]
- classified-ad: 118TH ST. 32 E.—High class 1-2-3 furnished apartments, private bath, telephone service. Inquire Supt.: [16, 1324, 206, 1368]
- classified-ad: CLASSON AVE., 449 (near Gates)—Furnished room, all conveniences.: [1015, 621, 1205, 652]
- classified-ad: TAILORING and cleaning store. Good business location, owner going away. Phone Bradhurst 3111.: [416, 1086, 606, 1130]
- section-heading: BUSINESS OPPORTUNITIES: [815, 273, 1005, 325]
- column-5: [810, 146, 1010, 2042]
